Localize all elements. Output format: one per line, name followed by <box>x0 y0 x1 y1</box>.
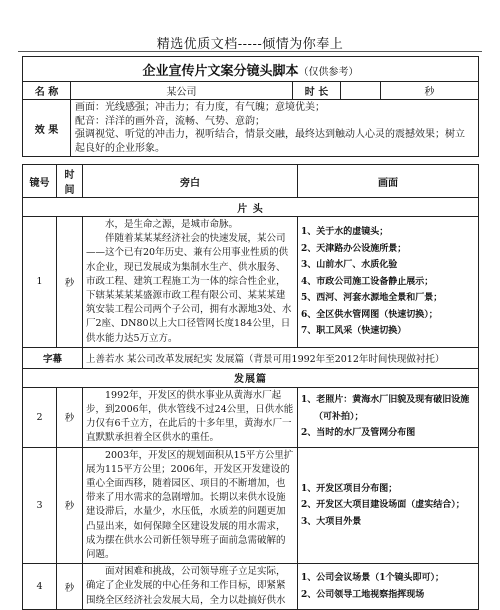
shot-item: 2、天津路办公设施所景； <box>301 243 407 254</box>
picture-cell <box>298 447 479 564</box>
col-time: 时间 <box>57 165 83 198</box>
duration-value: 秒 <box>381 82 479 100</box>
shot-number: 1 <box>23 217 57 348</box>
effect-line: 配音：洋洋的画外音，流畅、气势、意韵； <box>75 115 265 127</box>
name-value: 某公司 <box>71 82 293 100</box>
shot-item: 1、开发区项目分布图； <box>301 483 398 494</box>
picture-cell <box>298 387 479 447</box>
section-intro: 片 头 <box>23 198 479 217</box>
table-row <box>23 564 479 610</box>
effect-line: 画面：光线感强；冲击力；有力度，有气魄；意境优美； <box>75 102 325 113</box>
picture-cell <box>298 564 479 610</box>
shot-time: 秒 <box>57 217 83 348</box>
effect-content <box>71 100 479 157</box>
header-divider <box>18 51 482 52</box>
section-development: 发展篇 <box>23 368 479 387</box>
shot-item: 4、市政公司施工设备静止展示； <box>301 276 434 287</box>
narration-cell <box>83 387 298 447</box>
shot-item: 2、开发区大项目建设场面（虚实结合）； <box>301 500 465 511</box>
narration-paragraph: 1992年，开发区的供水事业从黄海水厂起步，到2006年，供水管线不过24公里，日供水能力仅有6千立方，在此后的十多年里，黄海水厂一直默默承担着全区供水的重任。 <box>86 389 294 444</box>
shot-item: 1、关于水的虚镜头； <box>301 227 389 238</box>
effect-line: 强调视觉、听觉的冲击力，视听结合，情景交融，最终达到触动人心灵的震撼效果；树立起良好的企业形象。 <box>75 129 465 154</box>
table-header-row <box>23 165 479 198</box>
shot-time: 秒 <box>57 447 83 564</box>
shot-item: 2、公司领导工地视察指挥现场 <box>301 589 425 600</box>
name-label: 名 称 <box>23 82 71 100</box>
storyboard-table <box>22 164 479 610</box>
narration-paragraph: 伴随着某某某经济社会的快速发展，某公司——这个已有20年历史、兼有公用事业性质的供水企业，现已发展成为集制水生产、供水服务、市政工程、建筑工程施工为一体的综合性企业，下辖某某某某盛源市政工程有限公司、某某某建筑安装工程公司两个子公司，拥有水源地3处、水厂2座、DN80以上大口径管网长度184公里，日供水能力达5万立方。 <box>86 233 292 344</box>
shot-number: 2 <box>23 387 57 447</box>
shot-item: 1、老照片：黄海水厂旧貌及现有破旧设施（可补拍）； <box>301 395 470 422</box>
narration-cell <box>83 447 298 564</box>
caption-row <box>23 347 479 368</box>
table-row <box>23 387 479 447</box>
page-header: 精选优质文档-----倾情为你奉上 <box>156 37 344 52</box>
picture-cell <box>298 217 479 348</box>
table-row <box>23 217 479 348</box>
shot-time: 秒 <box>57 564 83 610</box>
shot-item: 6、全区供水管网图（快速切换）； <box>301 309 438 320</box>
col-shot-no: 镜号 <box>23 165 57 198</box>
table-row <box>23 447 479 564</box>
narration-paragraph: 水，是生命之源，是城市命脉。 <box>105 219 239 230</box>
script-title-cell <box>23 57 479 82</box>
info-table <box>22 56 479 157</box>
caption-text: 上善若水 某公司改革发展纪实 发展篇（背景可用1992年至2012年时间快现做衬托） <box>83 347 479 368</box>
shot-item: 7、职工风采（快速切换） <box>301 326 407 337</box>
effect-label: 效 果 <box>23 100 71 157</box>
shot-item: 1、公司会议场景（1个镜头即可）； <box>301 573 445 584</box>
shot-number: 3 <box>23 447 57 564</box>
shot-item: 3、山前水厂、水质化验 <box>301 260 398 271</box>
col-picture: 画面 <box>298 165 479 198</box>
shot-number: 4 <box>23 564 57 610</box>
narration-paragraph: 面对困难和挑战，公司领导班子立足实际，确定了企业发展的中心任务和工作目标，即紧紧围绕全区经济社会发展大局，全力以赴搞好供水 <box>86 566 286 606</box>
shot-item: 5、西河、河套水源地全景和厂景； <box>301 293 443 304</box>
narration-paragraph: 2003年，开发区的规划面积从15平方公里扩展为115平方公里；2006年，开发区开发建设的重心全面西移，随着园区、项目的不断增加，也带来了用水需求的急剧增加。长期以来供水设施建设滞后，水量少，水压低，水质差的问题更加凸显出来，如何保障全区建设发展的用水需求，成为摆在供水公司新任领导班子面前急需破解的问题。 <box>86 449 294 561</box>
script-title: 企业宣传片文案分镜头脚本 <box>142 63 299 79</box>
duration-label: 时 长 <box>293 82 341 100</box>
shot-time: 秒 <box>57 387 83 447</box>
script-subtitle: （仅供参考） <box>298 66 359 78</box>
col-narration: 旁白 <box>83 165 298 198</box>
narration-cell <box>83 217 298 348</box>
shot-item: 3、大项目外景 <box>301 516 362 527</box>
narration-cell <box>83 564 298 610</box>
shot-item: 2、当时的水厂及管网分布图 <box>301 428 416 439</box>
caption-label: 字幕 <box>23 347 83 368</box>
